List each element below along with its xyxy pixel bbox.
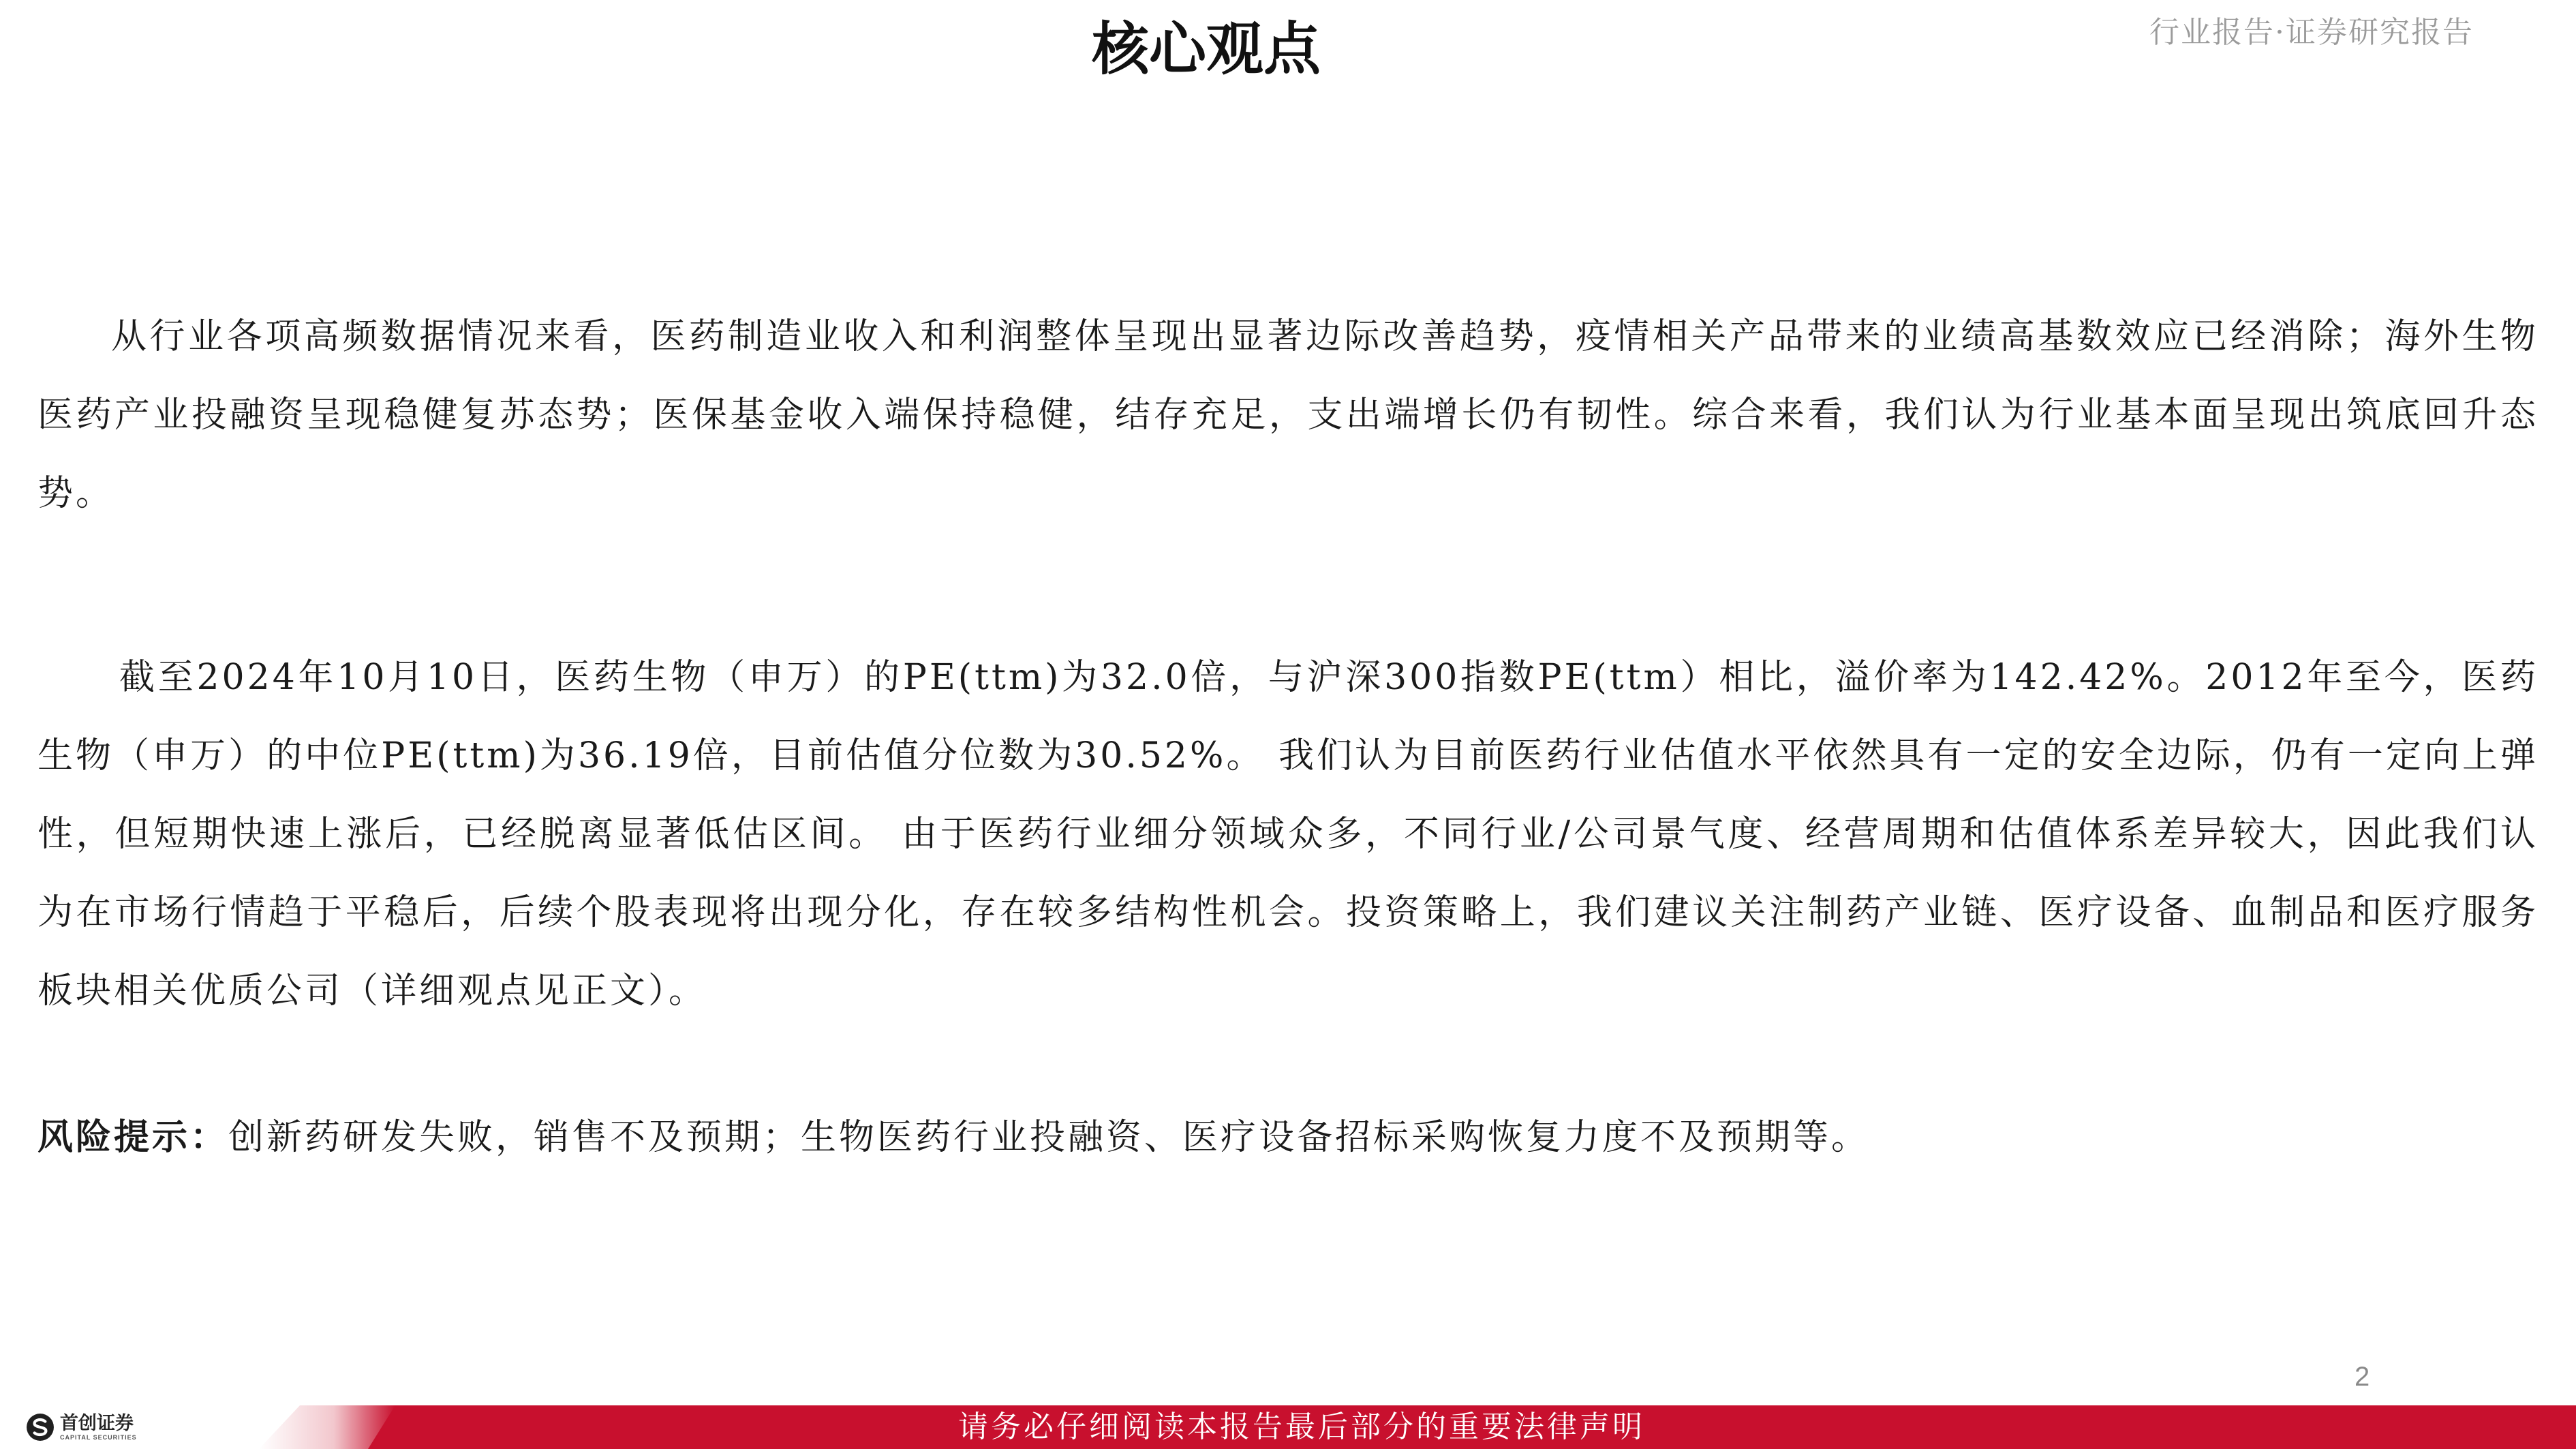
risk-warning bbox=[37, 1099, 2539, 1177]
paragraph-industry-fundamentals: 从行业各项高频数据情况来看，医药制造业收入和利润整体呈现出显著边际改善趋势，疫情相关产品带来的业绩高基数效应已经消除；海外生物医药产业投融资呈现稳健复苏态势；医保基金收入端保持稳健，结存充足，支出端增长仍有韧性。综合来看，我们认为行业基本面呈现出筑底回升态势。 bbox=[37, 316, 2539, 514]
footer-bar bbox=[0, 1405, 2576, 1449]
paragraph-valuation: 截至2024年10月10日，医药生物（申万）的PE(ttm)为32.0倍，与沪深300指数PE(ttm）相比，溢价率为142.42%。2012年至今，医药生物（申万）的中位PE(ttm)为36.19倍，目前估值分位数为30.52%。 我们认为目前医药行业估值水平依然具有一定的安全边际，仍有一定向上弹性，但短期快速上涨后，已经脱离显著低估区间。 由于医药行业细分领域众多，不同行业/公司景气度、经营周期和估值体系差异较大，因此我们认为在市场行情趋于平稳后，后续个股表现将出现分化，存在较多结构性机会。投资策略上，我们建议关注制药产业链、医疗设备、血制品和医疗服务板块相关优质公司（详细观点见正文）。 bbox=[37, 657, 2539, 1011]
risk-warning-label: 风险提示： bbox=[37, 1117, 229, 1158]
logo-chinese-name: 首创证券 bbox=[60, 1412, 134, 1434]
risk-warning-text: 创新药研发失败，销售不及预期；生物医药行业投融资、医疗设备招标采购恢复力度不及预期等。 bbox=[228, 1117, 1870, 1158]
logo-english-name: CAPITAL SECURITIES bbox=[60, 1433, 137, 1441]
legal-disclaimer: 请务必仔细阅读本报告最后部分的重要法律声明 bbox=[958, 1409, 1645, 1444]
page-title: 核心观点 bbox=[1091, 16, 1321, 82]
report-type-tag: 行业报告·证券研究报告 bbox=[2149, 15, 2474, 50]
page-number: 2 bbox=[2355, 1362, 2370, 1392]
